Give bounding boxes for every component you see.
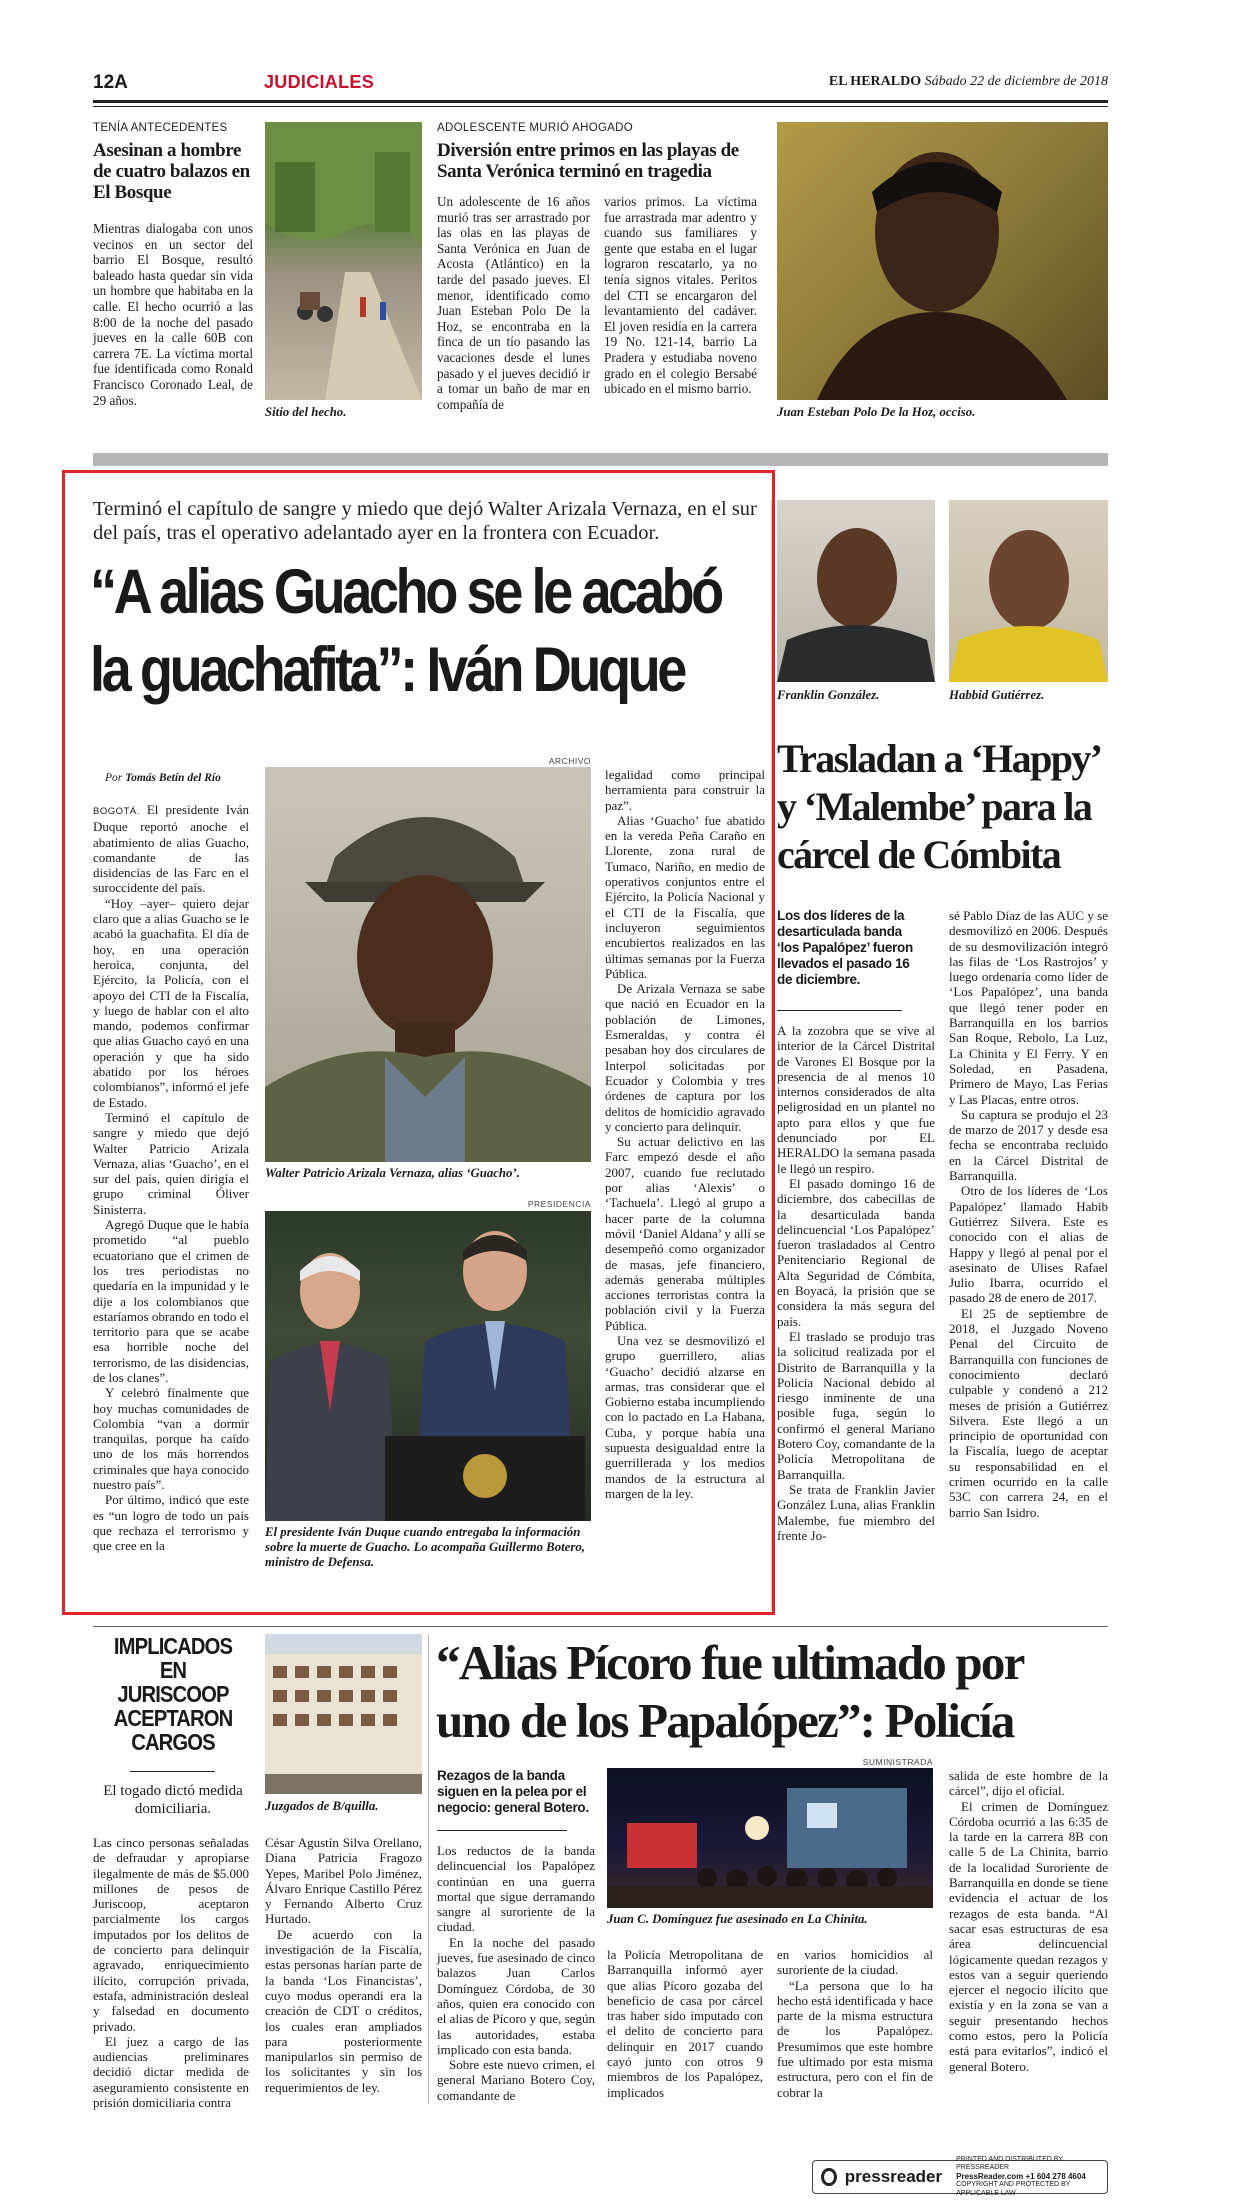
paragraph: Una vez se desmovilizó el grupo guerrillero, alias ‘Guacho’ decidió alzarse en armas, tras considerar que el Gobierno estaba incumpliendo con lo pactado en La Habana, Cuba, y porque había una supuesta desigualdad entre la guerrillerada y los medios mandos de la estructura al margen de la ley. bbox=[605, 1332, 765, 1501]
paragraph: Terminó el capítulo de sangre y miedo que dejó Walter Patricio Arizala Vernaza, alias ‘Guacho’, en el sur del país, quien dirigía el grupo criminal Óliver Sinisterra. bbox=[93, 1109, 249, 1217]
photo-guacho bbox=[265, 767, 591, 1162]
paragraph: A la zozobra que se vive al interior de la Cárcel Distrital de Varones El Bosque por la presencia de al menos 10 internos considerados de alta peligrosidad en un plantel no apto para ellos y que fue denunciado por EL HERALDO la semana pasada le llegó un respiro. bbox=[777, 1023, 935, 1176]
article-combita-headline: Trasladan a ‘Happy’ y ‘Malembe’ para la cárcel de Cómbita bbox=[777, 736, 1099, 877]
paper-name: EL HERALDO bbox=[828, 74, 922, 89]
article-bosque bbox=[93, 122, 253, 408]
pressreader-badge[interactable] bbox=[812, 2155, 1108, 2197]
headline-rule bbox=[130, 1771, 215, 1772]
paragraph: De acuerdo con la investigación de la Fiscalía, estas personas harían parte de la banda ‘Los Financistas’, cuyo modus operandi era la creación de CDT o créditos, los cuales eran ampliados para posteriormente manipularlos sin permiso de los solicitantes y sin los requerimientos de ley. bbox=[265, 1926, 422, 2095]
photo-caption: Sitio del hecho. bbox=[265, 405, 347, 419]
article-guacho-col1 bbox=[93, 802, 249, 1554]
photo-duque-botero bbox=[265, 1211, 591, 1521]
article-guacho-col3 bbox=[605, 767, 765, 1501]
article-body bbox=[93, 221, 253, 408]
paragraph: César Agustín Silva Orellano, Diana Patricia Fragozo Yepes, Maribel Polo Jiménez, Álvaro Enrique Castillo Pérez y Fernando Alberto Cruz Hurtado. bbox=[265, 1835, 422, 1927]
footer-line: PressReader.com +1 604 278 4604 bbox=[956, 2171, 1086, 2181]
article-picoro-col1 bbox=[437, 1843, 595, 2103]
building-icon bbox=[265, 1634, 422, 1794]
article-combita-col1 bbox=[777, 1023, 935, 1543]
paragraph: salida de este hombre de la cárcel”, dijo el oficial. bbox=[949, 1768, 1108, 1799]
photo-caption: Franklin González. bbox=[777, 688, 880, 702]
paragraph: Las cinco personas señaladas de defraudar y apropiarse ilegalmente de más de $5.000 millones de pesos de Juriscoop, aceptaron parcialmente los cargos imputados por los delitos de de concierto para delinquir agravado, enriquecimiento ilícito, corrupción privada, estafa, administración desleal y falsedad en documento privado. bbox=[93, 1835, 249, 2034]
paragraph: varios primos. La víctima fue arrastrada mar adentro y cuando sus familiares y gente que estaba en el lugar lograron rescatarlo, ya no tenía signos vitales. Peritos del CTI se encargaron del levantamiento del cadáver. El joven residía en la carrera 19 No. 121-14, barrio La Pradera y estudiaba noveno grado en el colegio Bersabé ubicado en el mismo barrio. bbox=[604, 194, 757, 397]
mugshot-habbid bbox=[949, 500, 1108, 682]
paragraph: la Policía Metropolitana de Barranquilla informó ayer que alias Pícoro gozaba del beneficio de casa por cárcel tras haber sido imputado con el delito de concierto para delinquir en 2017 cuando cayó junto con otros 9 miembros de los Papalópez, implicados bbox=[607, 1947, 763, 2100]
street-scene-icon bbox=[265, 122, 422, 400]
article-picoro-lead: Rezagos de la banda siguen en la pelea por el negocio: general Botero. bbox=[437, 1768, 589, 1815]
kicker: TENÍA ANTECEDENTES bbox=[93, 122, 228, 134]
paragraph: Su actuar delictivo en las Farc empezó desde el año 2007, cuando fue reclutado por alias ‘Alexis’ o ‘Tachuela’. Llegó al grupo a hacer parte de la columna móvil ‘Daniel Aldana’ y allí se desempeñó como organizador de masas, jefe financiero, además generaba múltiples acciones terroristas contra la población civil y la Fuerza Pública. bbox=[605, 1134, 765, 1333]
footer-line: PRINTED AND DISTRIBUTED BY PRESSREADER bbox=[956, 2155, 1063, 2172]
portrait-icon bbox=[265, 767, 591, 1162]
article-juriscoop-col2 bbox=[265, 1835, 422, 2095]
night-scene-icon bbox=[607, 1768, 933, 1908]
article-picoro-headline bbox=[436, 1634, 1116, 1750]
photo-juzgados bbox=[265, 1634, 422, 1794]
paragraph: legalidad como principal herramienta para construir la paz”. bbox=[605, 767, 765, 813]
paragraph: Su captura se produjo el 23 de marzo de 2017 y desde esa fecha se encontraba recluido en la Cárcel Distrital de Barranquilla. bbox=[949, 1106, 1108, 1184]
lead-rule bbox=[777, 1010, 902, 1011]
article-picoro-col2 bbox=[607, 1947, 763, 2100]
article-title: Diversión entre primos en las playas de Santa Verónica terminó en tragedia bbox=[437, 140, 739, 182]
column-rule bbox=[771, 500, 772, 1610]
headline-line: “Alias Pícoro fue ultimado por bbox=[436, 1635, 1024, 1690]
photo-credit: SUMINISTRADA bbox=[862, 1757, 933, 1767]
paragraph: El juez a cargo de las audiencias preliminares decidió dictar medida de aseguramiento consistente en prisión domiciliaria contra bbox=[93, 2033, 249, 2111]
paragraph: En la noche del pasado jueves, fue asesinado de cinco balazos Juan Carlos Domínguez Córdoba, de 30 años, quien era conocido con el alias de Pícoro y que, según las autoridades, estaba implicado con esta banda. bbox=[437, 1934, 595, 2057]
dateline: BOGOTÁ. bbox=[93, 806, 140, 817]
section-title: JUDICIALES bbox=[264, 72, 375, 92]
paragraph: Mientras dialogaba con unos vecinos en un sector del barrio El Bosque, resultó baleado hasta quedar sin vida un hombre que habitaba en la calle. El hecho ocurrió a las 8:00 de la noche del pasado jueves en la calle 60B con carrera 7E. La víctima mortal fue identificada como Ronald Francisco Coronado Leal, de 29 años. bbox=[93, 221, 253, 408]
photo-caption: Juan C. Domínguez fue asesinado en La Chinita. bbox=[607, 1912, 868, 1926]
portrait-icon bbox=[949, 500, 1108, 682]
issue-date: Sábado 22 de diciembre de 2018 bbox=[924, 74, 1108, 89]
article-veronica bbox=[437, 122, 757, 412]
portrait-icon bbox=[777, 500, 935, 682]
paragraph: Sobre este nuevo crimen, el general Mariano Botero Coy, comandante de bbox=[437, 2057, 595, 2103]
article-guacho-deck: Terminó el capítulo de sangre y miedo que dejó Walter Arizala Vernaza, en el sur del país, tras el operativo adelantado ayer en la frontera con Ecuador. bbox=[93, 498, 757, 544]
headline-line: “A alias Guacho se le acabó bbox=[90, 557, 721, 627]
paragraph: De Arizala Vernaza se sabe que nació en Ecuador en la población de Limones, Esmeraldas, y contra él pesaban hoy dos circulares de Interpol solicitadas por Ecuador y Colombia y tres órdenes de captura por los delitos de homicidio agravado y concierto para delinquir. bbox=[605, 981, 765, 1134]
article-title: Asesinan a hombre de cuatro balazos en El Bosque bbox=[93, 140, 250, 203]
article-guacho-headline bbox=[90, 553, 721, 709]
paragraph: Por último, indicó que este es “un logro de todo un país que rechaza el terrorismo y que cree en la bbox=[93, 1492, 249, 1554]
paragraph: El traslado se produjo tras la solicitud realizada por el Distrito de Barranquilla y la Policía Nacional debido al riesgo inminente de una posible fuga, según lo confirmó el general Mariano Botero Coy, comandante de la Policía Metropolitana de Barranquilla. bbox=[777, 1328, 935, 1482]
mugshot-franklin bbox=[777, 500, 935, 682]
paragraph: sé Pablo Díaz de las AUC y se desmovilizó en 2006. Después de su desmovilización integró las filas de ‘Los Rastrojos’ y luego ordenaría como líder de ‘Los Papalópez’, una banda que llegó tener poder en Barranquilla en los barrios San Roque, Rebolo, La Luz, La Chinita y El Ferry. Y en Soledad, en Pasadena, Primero de Mayo, Las Ferias y Las Placas, entre otros. bbox=[949, 908, 1108, 1107]
paragraph: Y celebró finalmente que hoy muchas comunidades de Colombia “van a dormir tranquilas, porque ha caído uno de los más horrendos criminales que haya conocido nuestro país”. bbox=[93, 1385, 249, 1493]
paragraph: El 25 de septiembre de 2018, el Juzgado Noveno Penal del Circuito de Barranquilla con funciones de conocimiento declaró culpable y condenó a 212 meses de prisión a Gutiérrez Silvera. Este llegó a un principio de oportunidad con la Fiscalía, luego de aceptar su responsabilidad en el crimen ocurrido en la calle 53C con carrera 24, en el barrio San Isidro. bbox=[949, 1305, 1108, 1520]
kicker: ADOLESCENTE MURIÓ AHOGADO bbox=[437, 122, 634, 134]
footer-line: COPYRIGHT AND PROTECTED BY APPLICABLE LAW bbox=[956, 2181, 1071, 2197]
paragraph: Alias ‘Guacho’ fue abatido en la vereda Peña Caraño en Llorente, zona rural de Tumaco, Nariño, en medio de operativos conjuntos entre el Ejército, la Policía Nacional y el CTI de la Fiscalía, que incluyeron seguimientos encubiertos realizados en las últimas semanas por la Fuerza Pública. bbox=[605, 812, 765, 981]
byline bbox=[105, 772, 221, 784]
photo-caption: El presidente Iván Duque cuando entregaba la información sobre la muerte de Guacho. Lo acompaña Guillermo Botero, ministro de Defensa. bbox=[265, 1525, 585, 1569]
masthead-info bbox=[829, 74, 1108, 90]
photo-credit: PRESIDENCIA bbox=[527, 1199, 591, 1209]
article-picoro-col3 bbox=[777, 1947, 933, 2100]
pressreader-logo-icon bbox=[821, 2168, 837, 2186]
photo-caption: Walter Patricio Arizala Vernaza, alias ‘Guacho’. bbox=[265, 1166, 520, 1180]
article-picoro-col4 bbox=[949, 1768, 1108, 2074]
photo-street bbox=[265, 122, 422, 400]
paragraph: El crimen de Domínguez Córdoba ocurrió a las 6:35 de la tarde en la carrera 8B con calle 5 de La Chinita, barrio de la localidad Suroriente de Barranquilla en donde se tiene evidencia el actuar de los rezagos de esta banda. “Al sacar esas estructuras de esa área delincuencial lógicamente quedan rezagos y estos van a seguir queriendo ejercer el negocio ilícito que existía y en la zona se van a seguir presentando hechos como estos, pero la Policía está para evitarlos”, indicó el general Botero. bbox=[949, 1798, 1108, 2074]
page-number: 12A bbox=[93, 72, 128, 93]
photo-caption: Habbid Gutiérrez. bbox=[949, 688, 1045, 702]
photo-caption: Juzgados de B/quilla. bbox=[265, 1799, 379, 1813]
column-rule bbox=[428, 1634, 429, 2104]
paragraph: Otro de los líderes de ‘Los Papalópez’ llamado Habib Gutiérrez Silvera. Este es conocido con el alias de Happy y llegó al penal por el asesinato de Ulises Rafael Julio Ibarra, ocurrido el pasado 28 de enero de 2017. bbox=[949, 1183, 1108, 1306]
pressreader-brand: pressreader bbox=[844, 2167, 943, 2186]
header-rule-thin bbox=[93, 106, 1108, 107]
paragraph: Un adolescente de 16 años murió tras ser arrastrado por las olas en las playas de Santa Verónica en Juan de Acosta (Atlántico) en la tarde del pasado jueves. El menor, identificado como Juan Esteban Polo De la Hoz, se encontraba en la finca de un tío pasando las vacaciones desde el lunes pasado y el jueves decidió ir a tomar un baño de mar en compañía de bbox=[437, 194, 590, 412]
paragraph: Los reductos de la banda delincuencial los Papalópez continúan en una guerra mortal que sigue derramando sangre al suroriente de la ciudad. bbox=[437, 1843, 595, 1935]
header-rule bbox=[93, 100, 1108, 103]
paragraph: BOGOTÁ. El presidente Iván Duque reportó anoche el abatimiento de alias Guacho, comandante de las disidencias de las Farc en el suroccidente del país. bbox=[93, 802, 250, 896]
paragraph: “La persona que lo ha hecho está identificada y hace parte de la misma estructura de los Papalópez. Presumimos que este hombre fue ultimado por esta misma estructura, pero con el fin de cobrar la bbox=[777, 1977, 933, 2100]
photo-crime-scene bbox=[607, 1768, 933, 1908]
photo-victim bbox=[777, 122, 1108, 400]
separator-band bbox=[93, 453, 1108, 466]
byline-name: Tomás Betín del Río bbox=[125, 772, 221, 784]
portrait-icon bbox=[777, 122, 1108, 400]
photo-caption: Juan Esteban Polo De la Hoz, occiso. bbox=[777, 405, 976, 419]
press-conference-icon bbox=[265, 1211, 591, 1521]
section-rule bbox=[93, 1626, 1108, 1627]
photo-credit: ARCHIVO bbox=[548, 756, 591, 766]
paragraph: Se trata de Franklin Javier González Luna, alias Franklin Malembe, fue miembro del frente Jo- bbox=[777, 1481, 935, 1543]
article-juriscoop-headline: IMPLICADOS EN JURISCOOP ACEPTARON CARGOS bbox=[113, 1633, 233, 1755]
headline-line: la guachafita”: Iván Duque bbox=[90, 635, 684, 705]
lead-rule bbox=[437, 1830, 567, 1831]
paragraph: El pasado domingo 16 de diciembre, dos cabecillas de la desarticulada banda delincuencial ‘Los Papalópez’ fueron trasladados al Centro Penitenciario Regional de Alta Seguridad de Cómbita, en Boyacá, la prisión que se considera la más segura del país. bbox=[777, 1175, 935, 1329]
paragraph: Agregó Duque que le había prometido “al pueblo ecuatoriano que el crimen de los tres periodistas no quedaría en la impunidad y le dije a los colombianos que estaríamos obrando en todo el territorio para que se acabe esa horrible noche del terrorismo, de las disidencias, de los clanes”. bbox=[93, 1217, 249, 1385]
article-juriscoop-deck: El togado dictó medida domiciliaria. bbox=[103, 1783, 243, 1817]
article-combita-lead: Los dos líderes de la desarticulada banda ‘los Papalópez’ fueron llevados el pasado 16 de diciembre. bbox=[777, 908, 913, 987]
paragraph: en varios homicidios al suroriente de la ciudad. bbox=[777, 1947, 933, 1978]
paragraph: “Hoy –ayer– quiero dejar claro que a alias Guacho se le acabó la guachafita. El día de hoy, en una operación heroica, conjunta, del Ejército, la Policía, con el apoyo del CTI de la Fiscalía, y luego de hablar con el alto mando, podemos confirmar que alias Guacho cayó en una operación y que ha sido abatido por los héroes colombianos”, informó el jefe de Estado. bbox=[93, 895, 249, 1110]
headline-line: uno de los Papalópez”: Policía bbox=[436, 1693, 1014, 1748]
article-juriscoop-col1 bbox=[93, 1835, 249, 2110]
byline-prefix: Por bbox=[105, 772, 123, 784]
article-combita-col2 bbox=[949, 908, 1108, 1520]
